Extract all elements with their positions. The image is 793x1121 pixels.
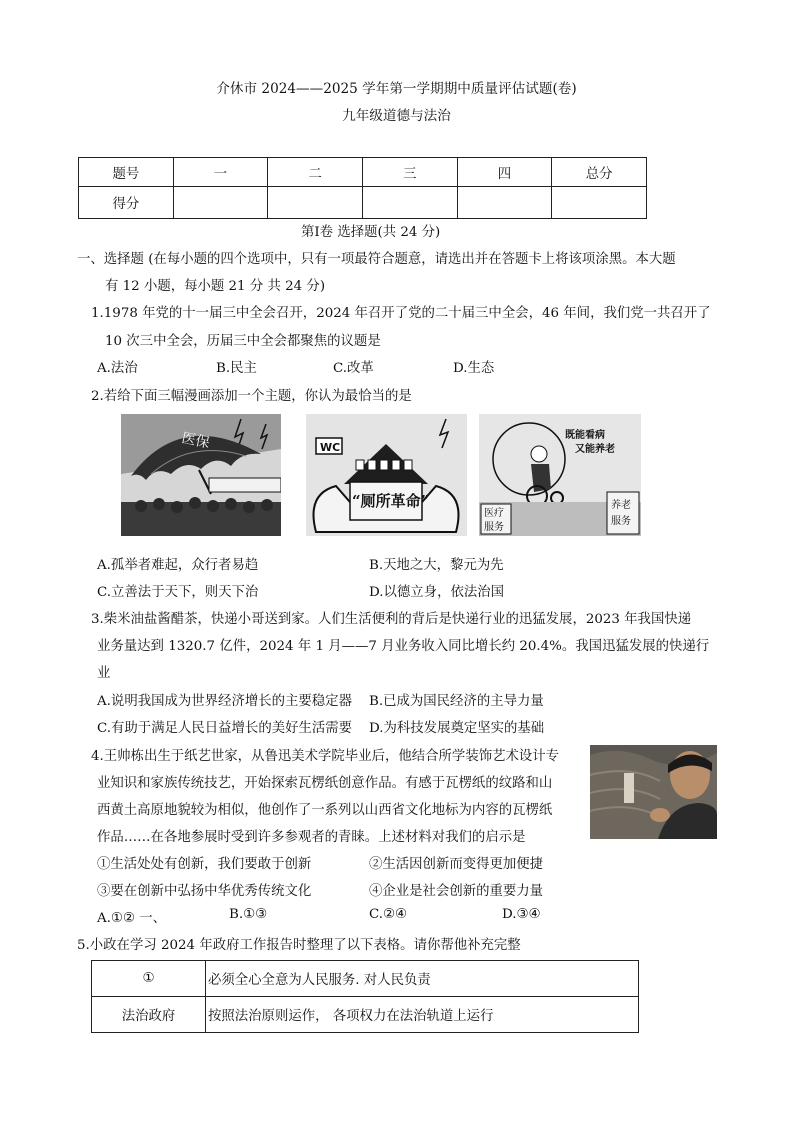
q2-option-c: C.立善法于天下，则天下治 <box>97 585 259 600</box>
q4-stem-line3: 西黄土高原地貌较为相似，他创作了一系列以山西省文化地标为内容的瓦楞纸 <box>97 803 553 818</box>
score-header-row <box>79 158 647 187</box>
section-title: 第Ⅰ卷 选择题(共 24 分) <box>301 225 441 240</box>
exam-subtitle: 九年级道德与法治 <box>342 108 451 124</box>
instructions-line1: 一、选择题 (在每小题的四个选项中，只有一项最符合题意，请选出并在答题卡上将该项涂黑。本大题 <box>77 252 676 267</box>
q3-option-a: A.说明我国成为世界经济增长的主要稳定器 <box>97 694 352 709</box>
q4-stem-line4: 作品……在各地参展时受到许多参观者的青睐。上述材料对我们的启示是 <box>97 830 526 845</box>
q3-stem-line3: 业 <box>97 666 111 681</box>
comic2-text: “厕所革命” <box>352 492 430 510</box>
q4-option-b: B.①③ <box>229 907 268 922</box>
instructions-line2: 有 12 小题，每小题 21 分 共 24 分) <box>105 279 326 294</box>
score-cell <box>362 187 457 219</box>
q3-option-c: C.有助于满足人民日益增长的美好生活需要 <box>97 721 353 736</box>
table-cell-label: ① <box>92 961 206 997</box>
table-cell-text: 必须全心全意为人民服务. 对人民负责 <box>206 961 639 997</box>
comic3-right-line2: 服务 <box>611 516 631 527</box>
score-value-row <box>79 187 647 219</box>
umbrella-cartoon-icon <box>121 414 281 536</box>
q2-option-a: A.孤举者难起，众行者易趋 <box>97 558 259 573</box>
q2-option-d: D.以德立身，依法治国 <box>369 585 505 600</box>
comic3-left-line2: 服务 <box>484 522 504 533</box>
q3-option-d: D.为科技发展奠定坚实的基础 <box>369 721 545 736</box>
artist-photo <box>590 745 717 839</box>
score-cell <box>173 187 268 219</box>
q1-stem-line1: 1.1978 年党的十一届三中全会召开，2024 年召开了党的二十届三中全会，46 年间，我们党一共召开了 <box>91 306 711 321</box>
q1-stem-line2: 10 次三中全会，历届三中全会都聚焦的议题是 <box>105 334 381 349</box>
score-cell <box>457 187 552 219</box>
q4-stem-line2: 业知识和家族传统技艺，开始探索瓦楞纸创意作品。有感于瓦楞纸的纹路和山 <box>97 776 553 791</box>
score-cell: 得分 <box>79 187 174 219</box>
comic-medical-elderly-care <box>479 414 641 536</box>
q1-option-c: C.改革 <box>333 361 374 376</box>
q2-option-b: B.天地之大，黎元为先 <box>369 558 504 573</box>
score-cell: 四 <box>457 158 552 187</box>
q4-statement-4: ④企业是社会创新的重要力量 <box>369 884 544 899</box>
q4-statement-1: ①生活处处有创新，我们要敢于创新 <box>97 857 312 872</box>
q4-option-d: D.③④ <box>502 907 541 922</box>
score-cell <box>552 187 647 219</box>
score-table <box>78 157 647 219</box>
comic3-bubble-line1: 既能看病 <box>565 430 605 441</box>
q1-option-d: D.生态 <box>453 361 495 376</box>
score-cell: 题号 <box>79 158 174 187</box>
q2-stem: 2.若给下面三幅漫画添加一个主题，你认为最恰当的是 <box>91 389 412 404</box>
score-cell: 一 <box>173 158 268 187</box>
table-row <box>92 961 639 997</box>
q4-statement-2: ②生活因创新而变得更加便捷 <box>369 857 544 872</box>
score-cell: 总分 <box>552 158 647 187</box>
q4-stem-line1: 4.王帅栋出生于纸艺世家，从鲁迅美术学院毕业后，他结合所学装饰艺术设计专 <box>91 749 560 764</box>
toilet-house-cartoon-icon <box>306 414 467 536</box>
comic-umbrella <box>121 414 281 536</box>
q1-option-a: A.法治 <box>97 361 138 376</box>
score-cell: 二 <box>268 158 363 187</box>
comic1-text: 医保 <box>180 430 211 452</box>
artist-at-work-photo-icon <box>590 745 717 839</box>
q4-statement-3: ③要在创新中弘扬中华优秀传统文化 <box>97 884 312 899</box>
wheelchair-cartoon-icon <box>479 414 641 536</box>
q4-option-c: C.②④ <box>369 907 408 922</box>
q3-option-b: B.已成为国民经济的主导力量 <box>369 694 544 709</box>
comic3-right-line1: 养老 <box>611 500 631 511</box>
government-table <box>91 960 639 1033</box>
q1-option-b: B.民主 <box>216 361 257 376</box>
table-cell-text: 按照法治原则运作， 各项权力在法治轨道上运行 <box>206 997 639 1033</box>
score-cell: 三 <box>362 158 457 187</box>
q3-stem-line1: 3.柴米油盐酱醋茶，快递小哥送到家。人们生活便利的背后是快递行业的迅猛发展，2023 年我国快递 <box>91 612 692 627</box>
comic3-left-line1: 医疗 <box>484 508 504 519</box>
exam-title: 介休市 2024——2025 学年第一学期期中质量评估试题(卷) <box>216 81 577 97</box>
q3-stem-line2: 业务量达到 1320.7 亿件，2024 年 1 月——7 月业务收入同比增长约 20.4%。我国迅猛发展的快递行 <box>97 639 710 654</box>
comic3-bubble-line2: 又能养老 <box>575 444 615 455</box>
q4-option-a: A.①② 一、 <box>97 911 166 926</box>
table-row <box>92 997 639 1033</box>
table-cell-label: 法治政府 <box>92 997 206 1033</box>
score-cell <box>268 187 363 219</box>
comic-toilet-revolution <box>306 414 467 536</box>
comic2-sign: WC <box>320 441 341 454</box>
q5-stem: 5.小政在学习 2024 年政府工作报告时整理了以下表格。请你帮他补充完整 <box>77 938 521 953</box>
